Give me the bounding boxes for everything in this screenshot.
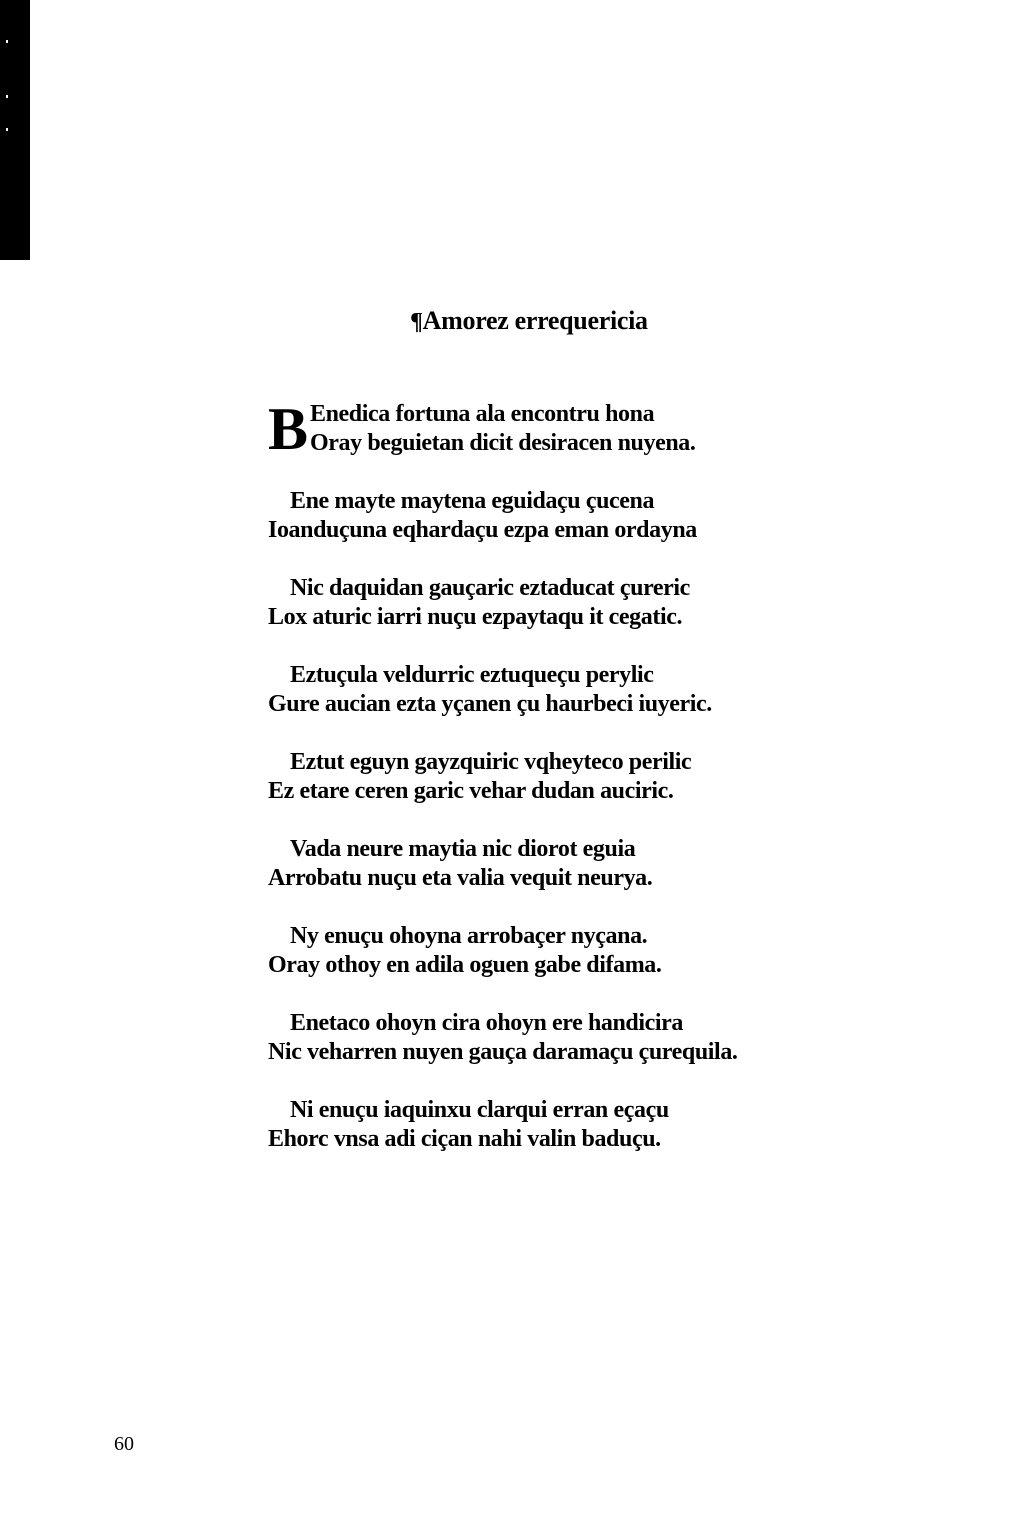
verse-line: Ni enuçu iaquinxu clarqui erran eçaçu (290, 1097, 669, 1123)
verse-line: Eztuçula veldurric eztuqueçu perylic (290, 662, 654, 688)
stanza (268, 922, 828, 980)
verse-line: Ioanduçuna eqhardaçu ezpa eman ordayna (268, 517, 697, 543)
poem-title (410, 306, 648, 336)
verse-line: Arrobatu nuçu eta valia vequit neurya. (268, 865, 653, 891)
verse-line: Ez etare ceren garic vehar dudan auciric. (268, 778, 674, 804)
stanza (268, 396, 828, 462)
scan-edge-shadow (0, 0, 30, 260)
verse-line: Ehorc vnsa adi ciçan nahi valin baduçu. (268, 1126, 661, 1152)
verse-line: Ene mayte maytena eguidaçu çucena (290, 488, 655, 514)
stanza (268, 574, 828, 632)
stanza (268, 487, 828, 545)
verse-line: Eztut eguyn gayzquiric vqheyteco perilic (290, 749, 692, 775)
verse-line: Gure aucian ezta yçanen çu haurbeci iuyeric. (268, 691, 712, 717)
pilcrow-icon: ¶ (410, 309, 423, 335)
verse-line: Enetaco ohoyn cira ohoyn ere handicira (290, 1010, 684, 1036)
verse-line: Enedica fortuna ala encontru hona (310, 401, 655, 427)
verse-line: Vada neure maytia nic diorot eguia (290, 836, 636, 862)
verse-line: Ny enuçu ohoyna arrobaçer nyçana. (290, 923, 648, 949)
stanza (268, 748, 828, 806)
page-number: 60 (114, 1433, 134, 1455)
verse-line: Oray othoy en adila oguen gabe difama. (268, 952, 662, 978)
stanza (268, 1009, 828, 1067)
scan-speck (6, 40, 8, 43)
scan-speck (6, 95, 8, 98)
poem-title-text: Amorez errequericia (422, 306, 648, 335)
poem-body (268, 396, 828, 1154)
verse-line: Lox aturic iarri nuçu ezpaytaqu it cegatic. (268, 604, 683, 630)
scan-speck (6, 128, 8, 131)
verse-line: Nic daquidan gauçaric eztaducat çureric (290, 575, 690, 601)
verse-line: Nic veharren nuyen gauça daramaçu çurequila. (268, 1039, 738, 1065)
drop-cap: B (268, 396, 308, 462)
stanza (268, 835, 828, 893)
stanza (268, 661, 828, 719)
stanza (268, 1096, 828, 1154)
verse-line: Oray beguietan dicit desiracen nuyena. (310, 430, 696, 456)
